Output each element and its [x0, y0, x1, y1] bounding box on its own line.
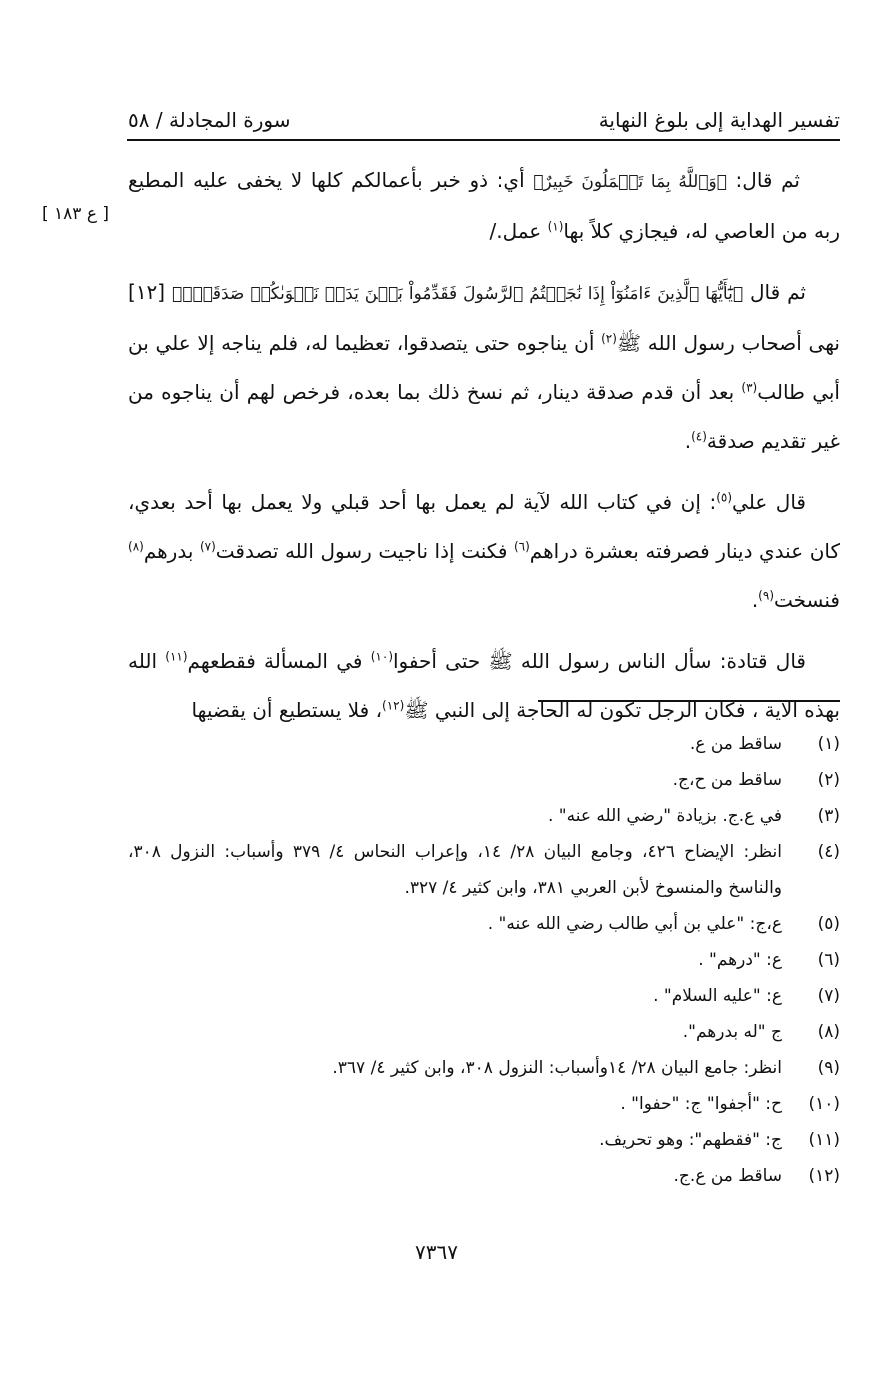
footnote-number: (٩) [817, 1058, 840, 1078]
footnote-item [128, 834, 840, 906]
footnote-text: ح: "أجفوا" ج: "حفوا" . [620, 1094, 782, 1114]
book-title: تفسير الهداية إلى بلوغ النهاية [598, 108, 840, 132]
footnote-ref: (٧) [199, 539, 216, 554]
text-run: عمل./ [489, 219, 548, 243]
text-run: ثم قال [743, 280, 806, 304]
text-run: ، فلا يستطيع أن يقضيها [191, 698, 383, 722]
text-run: . [684, 429, 692, 453]
footnote-item [128, 1122, 840, 1158]
footnote-ref: (٢) [601, 331, 617, 346]
quran-verse: ﴿يَٰٓأَيُّهَا ٱلَّذِينَ ءَامَنُوٓاْ إِذَا نَٰجَيۡتُمُ ٱلرَّسُولَ فَقَدِّمُواْ بَيۡنَ يَدَيۡ نَجۡوَىٰكُمۡ صَدَقَةٗۚ﴾ [172, 284, 744, 304]
footnote-number: (٧) [817, 986, 840, 1006]
footnote-text: ج: "فقطهم": وهو تحريف. [599, 1130, 782, 1150]
footnote-item [128, 1158, 840, 1194]
footnote-ref: (٩) [758, 588, 774, 603]
footnote-number: (٥) [817, 914, 840, 934]
footnote-number: (٨) [817, 1022, 840, 1042]
footnote-item [128, 798, 840, 834]
footnote-text: انظر: الإيضاح ٤٢٦، وجامع البيان ٢٨/ ١٤، وإعراب النحاس ٤/ ٣٧٩ وأسباب: النزول ٣٠٨، والناسخ والمنسوخ لأبن العربي ٣٨١، وابن كثير ٤/ ٣٢٧. [128, 842, 782, 898]
main-text [128, 156, 840, 747]
text-run: أي: ذو خبر بأعمالكم كلها لا يخفى عليه المطيع ربه من العاصي له، فيجازي كلاً بها [128, 168, 840, 243]
footnote-item [128, 906, 840, 942]
paragraph [128, 268, 840, 466]
footnote-ref: (١١) [165, 649, 188, 664]
text-run: بعد أن قدم صدقة دينار، ثم نسخ ذلك بما بعده، فرخص لهم أن يناجوه من غير تقديم صدقة [128, 380, 840, 453]
footnote-item [128, 978, 840, 1014]
footnote-text: انظر: جامع البيان ٢٨/ ١٤وأسباب: النزول ٣٠٨، وابن كثير ٤/ ٣٦٧. [332, 1058, 782, 1078]
text-run: بدرهم [143, 539, 200, 563]
header-rule [127, 139, 840, 141]
text-run: فكنت إذا ناجيت رسول الله تصدقت [215, 539, 514, 563]
text-run: : إن في كتاب الله لآية لم يعمل بها أحد قبلي ولا يعمل بها أحد بعدي، كان عندي دينار فصرفته بعشرة دراهم [128, 490, 841, 563]
footnote-item [128, 942, 840, 978]
manuscript-margin-note: [ ع ١٨٣ ] [42, 204, 110, 224]
footnote-text: ساقط من ع.ج. [673, 1166, 782, 1186]
footnote-number: (١١) [808, 1130, 840, 1150]
footnote-ref: (٤) [691, 429, 707, 444]
footnote-ref: (١٠) [370, 649, 393, 664]
footnote-item [128, 762, 840, 798]
footnote-item [128, 1050, 840, 1086]
paragraph [128, 637, 840, 735]
footnote-ref: (٥) [716, 490, 733, 505]
paragraph [128, 478, 840, 625]
footnote-number: (١٠) [808, 1094, 840, 1114]
text-run: في المسألة فقطعهم [187, 649, 371, 673]
footnote-ref: (٨) [128, 539, 144, 554]
footnote-ref: (٦) [513, 539, 530, 554]
footnote-ref: (١) [547, 219, 564, 234]
footnote-text: ساقط من ع. [689, 734, 782, 754]
surah-page-label: سورة المجادلة / ٥٨ [128, 108, 291, 132]
footnote-text: ع،ج: "علي بن أبي طالب رضي الله عنه" . [487, 914, 782, 934]
footnote-text: ع: "عليه السلام" . [653, 986, 782, 1006]
paragraph [128, 156, 840, 256]
footnote-item [128, 1086, 840, 1122]
footnote-number: (١) [817, 734, 840, 754]
footnote-text: ع: "درهم" . [698, 950, 782, 970]
text-run: أن يناجوه حتى يتصدقوا، تعظيما له، فلم يناجه إلا علي بن أبي طالب [128, 331, 840, 404]
footnote-item [128, 726, 840, 762]
footnote-text: ج "له بدرهم". [682, 1022, 782, 1042]
footnote-number: (٢) [817, 770, 840, 790]
footnote-separator [538, 700, 840, 702]
text-run: ثم قال: [726, 168, 801, 192]
text-run: [١٢] نهى أصحاب رسول الله ﷺ [128, 280, 840, 355]
footnote-ref: (١٢) [382, 698, 405, 713]
footnotes-list [128, 726, 840, 1194]
running-header [128, 92, 840, 132]
footnote-number: (٦) [817, 950, 840, 970]
page-number: ٧٣٦٧ [415, 1240, 458, 1264]
footnote-number: (٣) [817, 806, 840, 826]
text-run: قال علي [732, 490, 806, 514]
footnote-number: (١٢) [808, 1166, 840, 1186]
text-run: الله بهذه الآية ، فكان الرجل تكون له الحاجة إلى النبي ﷺ [128, 649, 840, 722]
footnote-text: ساقط من ح،ج. [672, 770, 782, 790]
footnote-number: (٤) [817, 842, 840, 862]
text-run: . [751, 588, 759, 612]
footnote-item [128, 1014, 840, 1050]
footnote-ref: (٣) [741, 380, 758, 395]
text-run: فنسخت [774, 588, 840, 612]
quran-verse: ﴿وَٱللَّهُ بِمَا تَعۡمَلُونَ خَبِيرٌ﴾ [533, 172, 727, 192]
footnote-text: في ع.ج. بزيادة "رضي الله عنه" . [547, 806, 782, 826]
text-run: قال قتادة: سأل الناس رسول الله ﷺ حتى أحفوا [393, 649, 806, 673]
